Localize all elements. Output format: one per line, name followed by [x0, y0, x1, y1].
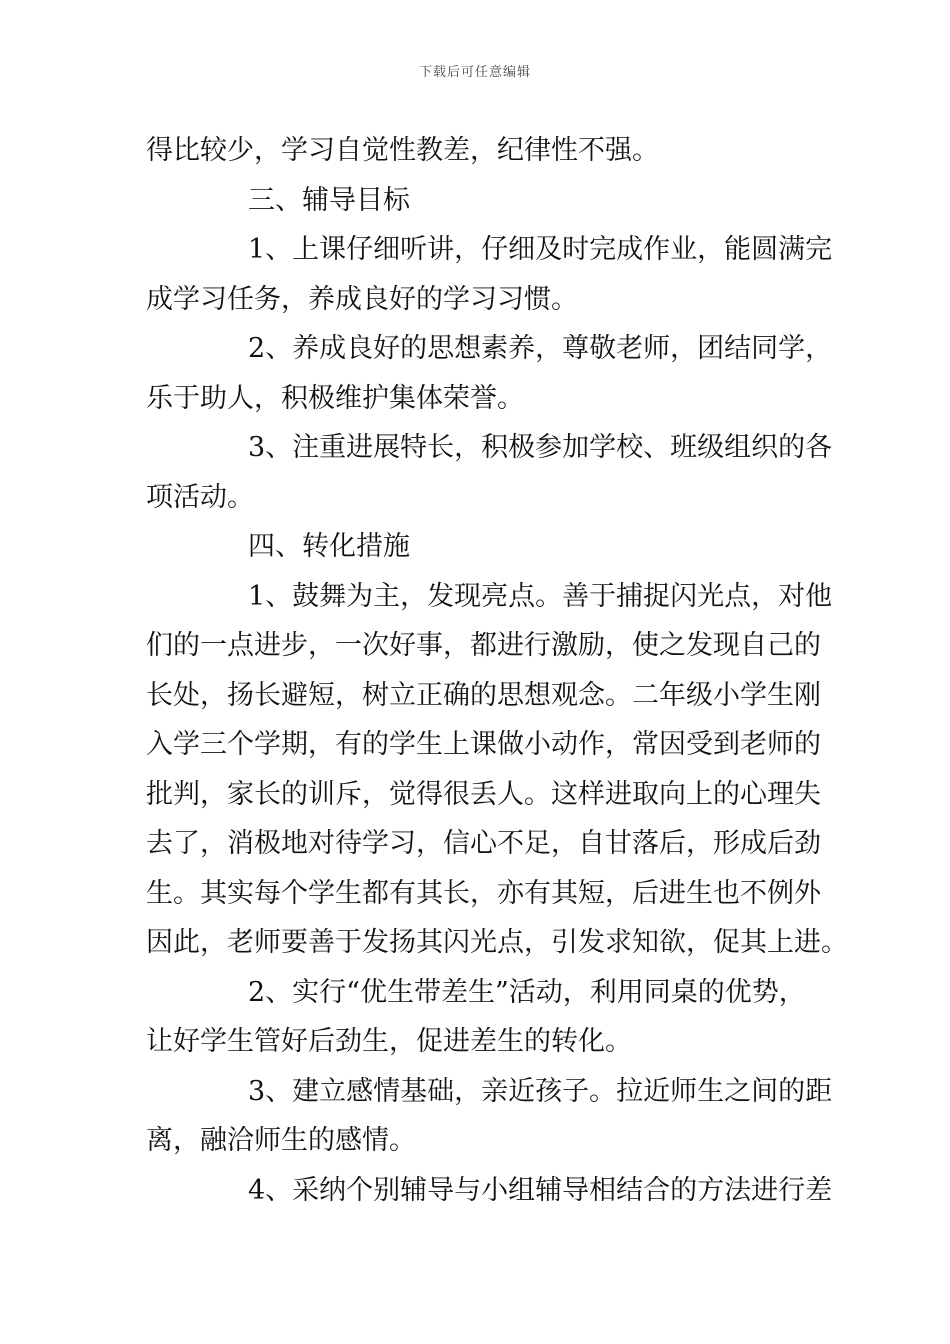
page-header: 下载后可任意编辑 [418, 65, 531, 80]
text-line: 们的一点进步，一次好事，都进行激励，使之发现自己的 [146, 630, 821, 661]
text-line: 乐于助人，积极维护集体荣誉。 [146, 382, 524, 414]
text-line: 2、养成良好的思想素养，尊敬老师，团结同学， [248, 333, 833, 364]
text-line: 3、注重进展特长，积极参加学校、班级组织的各 [248, 432, 833, 463]
text-line: 项活动。 [146, 481, 254, 513]
text-line: 入学三个学期，有的学生上课做小动作，常因受到老师的 [146, 729, 821, 760]
text-line: 生。其实每个学生都有其长，亦有其短，后进生也不例外 [146, 877, 821, 909]
text-line: 4、采纳个别辅导与小组辅导相结合的方法进行差 [248, 1174, 833, 1206]
text-line: 1、上课仔细听讲，仔细及时完成作业，能圆满完 [248, 234, 833, 265]
text-line: 批判，家长的训斥，觉得很丢人。这样进取向上的心理失 [146, 778, 821, 810]
text-line: 2、实行“优生带差生”活动，利用同桌的优势， [248, 976, 806, 1008]
text-line: 离，融洽师生的感情。 [146, 1125, 416, 1156]
section-heading-goals: 三、辅导目标 [248, 184, 410, 216]
document-body [146, 126, 848, 1215]
text-line: 成学习任务，养成良好的学习习惯。 [146, 283, 578, 315]
text-line: 3、建立感情基础，亲近孩子。拉近师生之间的距 [248, 1075, 833, 1107]
text-line: 因此，老师要善于发扬其闪光点，引发求知欲，促其上进。 [146, 927, 848, 958]
text-line: 1、鼓舞为主，发现亮点。善于捕捉闪光点，对他 [248, 580, 833, 612]
text-line: 去了，消极地对待学习，信心不足，自甘落后，形成后劲 [146, 828, 821, 859]
text-line: 长处，扬长避短，树立正确的思想观念。二年级小学生刚 [146, 679, 821, 711]
text-line: 让好学生管好后劲生，促进差生的转化。 [146, 1026, 632, 1057]
text-line: 得比较少，学习自觉性教差，纪律性不强。 [146, 135, 659, 166]
section-heading-measures: 四、转化措施 [248, 531, 410, 562]
